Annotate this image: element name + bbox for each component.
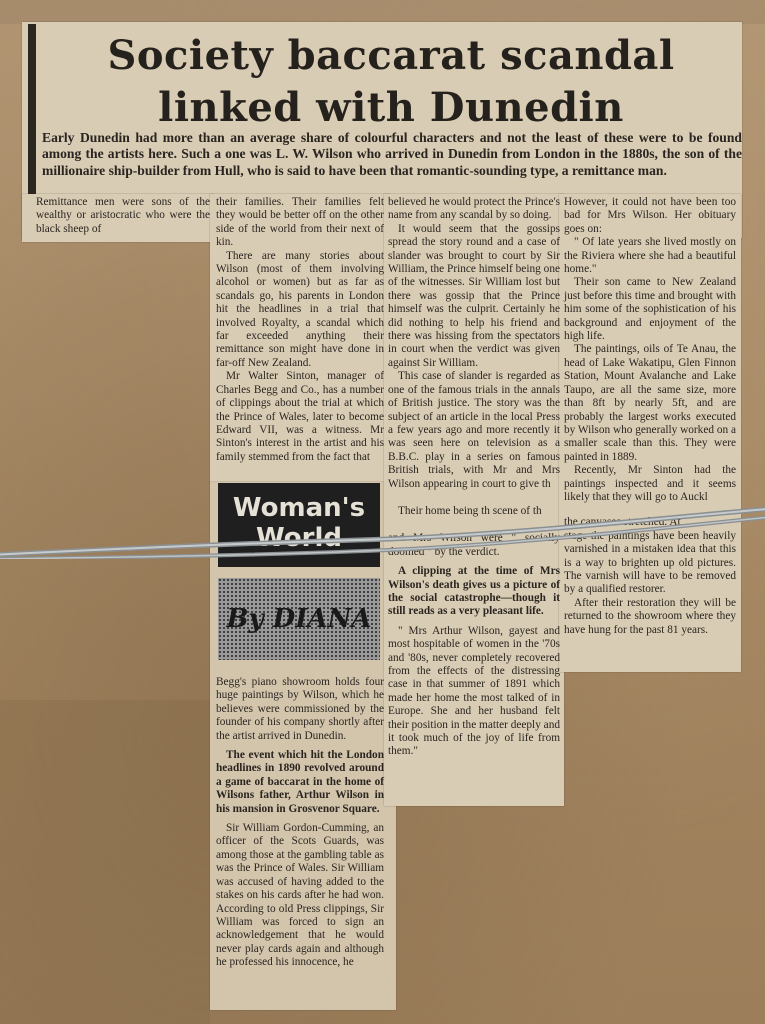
intro-paragraph: Early Dunedin had more than an average share of colourful characters and not the least of these were to be found among the artists here. Such a one was L. W. Wilson who arrived in Dunedin from London in the 1880s, the son of the millionaire ship-builder from Hull, who is said to have been that romantic-sounding type, a remittance man.	[42, 130, 742, 178]
headline-line-2: linked with Dunedin	[158, 84, 624, 131]
paragraph: It would seem that the gossips spread the story round and a case of slander was brought to court by Sir William, the Prince himself being one of the witnesses. Sir William lost but there was gossip that the Prince himself was the culprit. Certainly he did nothing to help his friend and there was hissing from the spectators in court when the verdict was given against Sir William.	[388, 222, 560, 369]
paragraph: Their home being th scene of th	[398, 504, 542, 517]
column-logo-byline	[218, 578, 380, 660]
paragraph: The event which hit the London headlines in 1890 revolved around a game of baccarat in the home of Wilsons father, Arthur Wilson in his mansion in Grosvenor Square.	[216, 749, 384, 815]
paragraph: Remittance men were sons of the wealthy or aristocratic who were the black sheep of	[36, 196, 210, 235]
paragraph: " Of late years she lived mostly on the Riviera where she had a beautiful home."	[564, 236, 736, 276]
paragraph: A clipping at the time of Mrs Wilson's death gives us a picture of the social catastrophe—though it still reads as a very pleasant life.	[388, 565, 560, 618]
column-c	[388, 196, 560, 759]
column-b-top	[216, 196, 384, 464]
paragraph: After their restoration they will be returned to the showroom where they have hung for the past 81 years.	[564, 596, 736, 636]
paragraph: " Mrs Arthur Wilson, gayest and most hospitable of women in the '70s and '80s, never completely recovered from the effects of the distressing case in that summer of 1891 which made her home the most talked of in Europe. She and her husband felt their position in the matter deeply and it took much of the joy of life from them."	[388, 624, 560, 758]
paragraph: Recently, Mr Sinton had the paintings inspected and it seems likely that they will go to Auckl	[564, 464, 736, 503]
paragraph: their families. Their families felt they would be better off on the other side of the world from their next of kin.	[216, 196, 384, 249]
byline-text: By DIANA	[226, 604, 372, 634]
paragraph: believed he would protect the Prince's name from any scandal by so doing.	[388, 196, 560, 222]
paragraph: The paintings, oils of Te Anau, the head of Lake Wakatipu, Glen Finnon Station, Mount Avalanche and Lake Taupo, are all the same size, more than 8ft by nearly 5ft, and are probably the largest works executed by Wilson who generally worked on a smaller scale than this. They were painted in 1889.	[564, 343, 736, 463]
paragraph: and Mrs Wilson were " socially doomed " by the verdict.	[388, 532, 560, 558]
paragraph: This case of slander is regarded as one of the famous trials in the annals of British justice. The story was the subject of an article in the local Press a few years ago and more recently it was seen here on television as a B.B.C. play in a series on famous British trials, with Mr and Mrs Wilson appearing in court to give th	[388, 370, 560, 490]
paragraph: Mr Walter Sinton, manager of Charles Begg and Co., has a number of clippings about the trial at which the Prince of Wales, later to become Edward VII, was a witness. Mr Sinton's interest in the artist and his family stemmed from the fact that	[216, 370, 384, 463]
paragraph: Begg's piano showroom holds four huge paintings by Wilson, which he believes were commissioned by the founder of his company shortly after the artist arrived in Dunedin.	[216, 676, 384, 742]
column-logo-title: Woman's World	[218, 483, 380, 567]
column-d	[564, 196, 736, 637]
column-a	[36, 196, 210, 236]
board-edge	[0, 0, 765, 24]
paragraph: the canvases stretched. At	[564, 516, 681, 529]
paragraph: stage the paintings have been heavily varnished in a mistaken idea that this is a way to brighten up old pictures. The varnish will have to be removed by a qualified restorer.	[564, 529, 736, 596]
headline	[46, 30, 736, 134]
paragraph: Sir William Gordon-Cumming, an officer of the Scots Guards, was among those at the gambling table as was the Prince of Wales. Sir William was accused of having added to the stakes on his cards after he had won. According to old Press clippings, Sir William was forced to sign an acknowledgement that he would never play cards again and although he professed his innocence, he	[216, 822, 384, 969]
paragraph: There are many stories about Wilson (most of them involving alcohol or women) but as far as scandals go, his parents in London hit the headlines in a trial that involved Royalty, a scandal which far exceeded anything their remittance son might have done in far-off New Zealand.	[216, 249, 384, 369]
paragraph: However, it could not have been too bad for Mrs Wilson. Her obituary goes on:	[564, 196, 736, 235]
column-b-bottom	[216, 676, 384, 970]
board-shadow	[0, 700, 210, 1024]
headline-line-1: Society baccarat scandal	[107, 32, 675, 79]
paragraph: Their son came to New Zealand just before this time and brought with him some of the sophistication of his background and enjoyment of the high life.	[564, 276, 736, 343]
